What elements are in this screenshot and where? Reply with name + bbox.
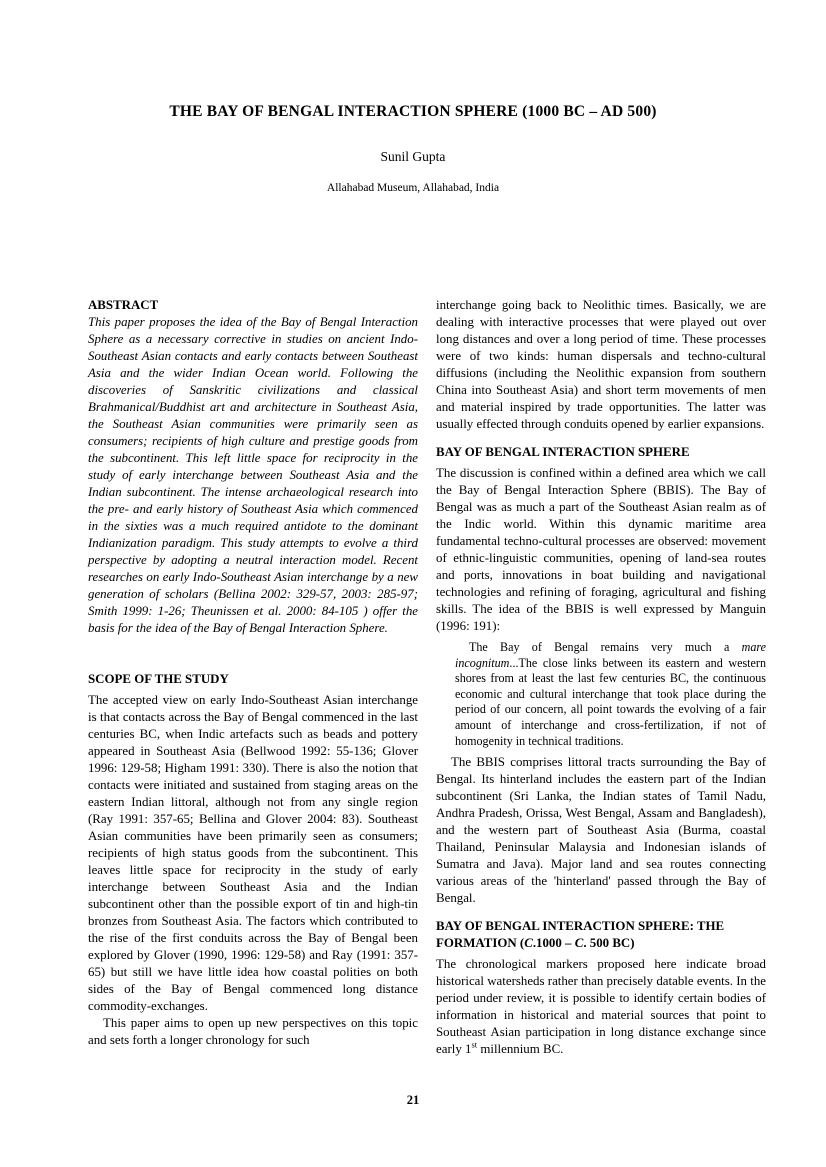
paper-title: THE BAY OF BENGAL INTERACTION SPHERE (1000 BC – AD 500) [169, 103, 657, 120]
formation-heading-text-1: BAY OF BENGAL INTERACTION SPHERE: THE FORMATION ( [436, 919, 725, 951]
body-columns [88, 297, 766, 1058]
bbis-paragraph-2: The BBIS comprises littoral tracts surrounding the Bay of Bengal. Its hinterland includes the eastern part of the Indian subcontinent (Sri Lanka, the Indian states of Tamil Nadu, Andhra Pradesh, Orissa, West Bengal, Assam and Bangladesh), and the western part of Southeast Asia (Burma, coastal Thailand, Peninsular Malaysia and Indonesian islands of Sumatra and Java). Major land and sea routes connecting various areas of the 'hinterland' passed through the Bay of Bengal. [436, 755, 766, 906]
right-column [436, 297, 766, 1058]
formation-heading-text-2: .1000 – [532, 936, 575, 951]
bbis-paragraph-1: The discussion is confined within a defined area which we call the Bay of Bengal Interaction Sphere (BBIS). The Bay of Bengal was as much a part of the Southeast Asian realm as of the Indic world. Within this dynamic maritime area fundamental techno-cultural processes are observed: movement of ethnic-linguistic communities, opening of land-sea routes and ports, innovations in boat building and navigational technologies and refining of foraging, agricultural and fishing skills. The idea of the BBIS is well expressed by Manguin (1996: 191): [436, 466, 766, 633]
bbis-heading: BAY OF BENGAL INTERACTION SPHERE [436, 445, 690, 459]
left-column [88, 297, 418, 1058]
formation-heading-circa-1: C [524, 936, 533, 951]
formation-paragraph [436, 956, 766, 1058]
formation-heading [436, 918, 766, 952]
block-quote [455, 640, 766, 749]
affiliation: Allahabad Museum, Allahabad, India [326, 182, 500, 194]
scope-paragraph-1: The accepted view on early Indo-Southeast Asian interchange is that contacts across the Bay of Bengal commenced in the last centuries BC, when Indic artefacts such as beads and pottery appeared in Southeast Asia (Bellwood 1992: 55-136; Glover 1996: 129-58; Higham 1991: 330). There is also the notion that contacts were initiated and sustained from staging areas on the eastern Indian littoral, although not from any single region (Ray 1991: 357-65; Bellina and Glover 2004: 83). Southeast Asian communities have been primarily seen as consumers; recipients of high status goods from the subcontinent. This leaves little space for reciprocity in the study of early interchange between Southeast Asia and the Indian subcontinent other than the possible export of tin and high-tin bronzes from Southeast Asia. The factors which contributed to the rise of the first conduits across the Bay of Bengal been explored by Glover (1990, 1996: 129-58) and Ray (1991: 357-65) but still we have little idea how coastal polities on both sides of the Bay of Bengal commenced long distance commodity-exchanges. [88, 693, 418, 1013]
author-name: Sunil Gupta [380, 149, 446, 164]
continuation-paragraph: interchange going back to Neolithic times. Basically, we are dealing with interactive processes that were played out over long distances and over a long period of time. These processes were of two kinds: human dispersals and techno-cultural diffusions (including the Neolithic expansion from southern China into Southeast Asia) and short term movements of men and material inspired by trade opportunities. The latter was usually effected through conduits opened by earlier expansions. [436, 298, 766, 431]
formation-text-rest: millennium BC. [477, 1042, 564, 1057]
page-number: 21 [406, 1093, 420, 1107]
quote-text-lead: The Bay of Bengal remains very much a [469, 640, 742, 654]
formation-text-lead: The chronological markers proposed here indicate broad historical watersheds rather than precisely datable events. In the period under review, it is possible to identify certain bodies of information in historical and material sources that point to Southeast Asian participation in long distance exchange since early 1 [436, 957, 766, 1057]
scope-heading: SCOPE OF THE STUDY [88, 672, 229, 686]
abstract-heading: ABSTRACT [88, 298, 159, 312]
formation-heading-text-3: . 500 BC) [583, 936, 635, 951]
abstract-text: This paper proposes the idea of the Bay of Bengal Interaction Sphere as a necessary corrective in studies on ancient Indo-Southeast Asian contacts and early contacts between Southeast Asia and the wider Indian Ocean world. Following the discoveries of Sanskritic civilizations and classical Brahmanical/Buddhist art and architecture in Southeast Asia, the Southeast Asian communities were primarily seen as consumers; recipients of high culture and prestige goods from the subcontinent. This left little space for reciprocity in the study of early interchange between Southeast Asia and the Indian subcontinent. The intense archaeological research into the pre- and early history of Southeast Asia which commenced in the sixties was a much required antidote to the dominant Indianization paradigm. This study attempts to evolve a third perspective by adopting a neutral interaction model. Recent researches on early Indo-Southeast Asian interchange by a new generation of scholars (Bellina 2002: 329-57, 2003: 285-97; Smith 1999: 1-26; Theunissen et al. 2000: 84-105 ) offer the basis for the idea of the Bay of Bengal Interaction Sphere. [88, 315, 418, 635]
scope-paragraph-2: This paper aims to open up new perspectives on this topic and sets forth a longer chronology for such [88, 1016, 418, 1047]
quote-latin-phrase: mare incognitum [455, 640, 766, 670]
quote-text-rest: ...The close links between its eastern and western shores from at least the last few centuries BC, the continuous economic and cultural interchange that took place during the period of our concern, all point towards the evolving of a fair amount of interchange and cross-fertilization, if not of homogenity in technical traditions. [455, 655, 766, 748]
ordinal-superscript: st [471, 1039, 478, 1050]
formation-heading-circa-2: C [574, 936, 584, 951]
